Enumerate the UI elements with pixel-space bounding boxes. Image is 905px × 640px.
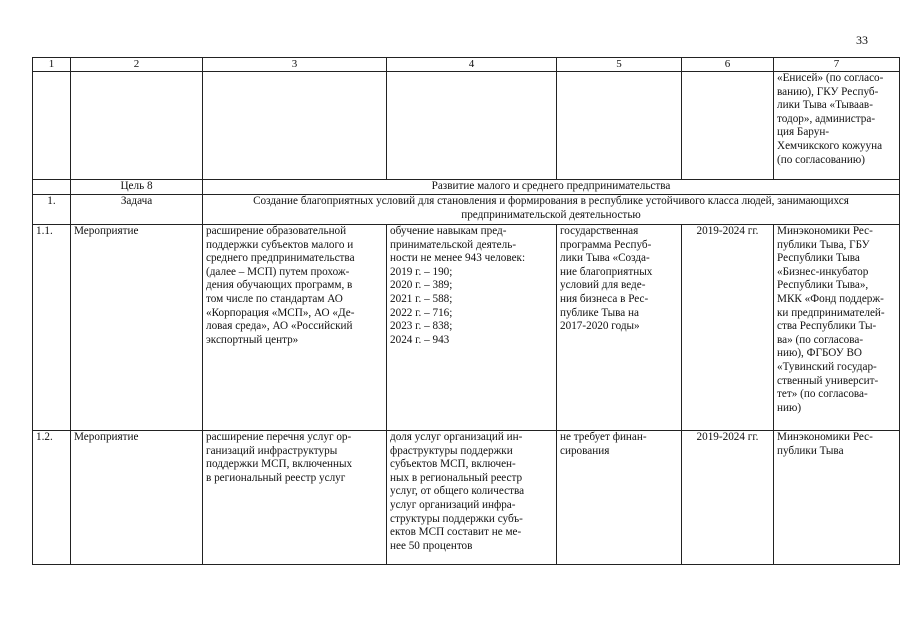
text-line: нию), ФГБОУ ВО bbox=[777, 347, 863, 360]
text-line: том числе по стандартам АО bbox=[206, 292, 343, 305]
text-line: ние благоприятных bbox=[560, 265, 653, 278]
text-line: ловая среда», АО «Российский bbox=[206, 320, 353, 333]
measure-row bbox=[33, 225, 900, 431]
text-line: ванию), ГКУ Респуб- bbox=[777, 85, 879, 98]
task-row bbox=[33, 195, 900, 225]
text-line: ки предпринимателей- bbox=[777, 306, 885, 319]
text-line: 2019 г. – 190; bbox=[390, 265, 453, 278]
text-line: Республики Тыва bbox=[777, 252, 860, 265]
text-line: 2019-2024 гг. bbox=[696, 431, 759, 443]
text-line: 2023 г. – 838; bbox=[390, 320, 453, 333]
cell-empty bbox=[387, 72, 557, 180]
text-line: доля услуг организаций ин- bbox=[390, 431, 523, 443]
text-line: дения обучающих программ, в bbox=[206, 279, 353, 292]
header-cell: 6 bbox=[682, 58, 774, 72]
text-line: услуг организаций инфра- bbox=[390, 498, 516, 511]
text-line: не требует финан- bbox=[560, 431, 647, 443]
task-text bbox=[203, 195, 900, 225]
text-line: лики Тыва «Созда- bbox=[560, 252, 650, 265]
text-line: субъектов МСП, включен- bbox=[390, 458, 516, 471]
text-line: Минэкономики Рес- bbox=[777, 225, 873, 237]
measures-table bbox=[32, 57, 900, 565]
text-line: экспортный центр» bbox=[206, 333, 299, 346]
text-line: «Корпорация «МСП», АО «Де- bbox=[206, 306, 355, 319]
task-number: 1. bbox=[33, 195, 71, 225]
text-line: Республики Тыва», bbox=[777, 279, 869, 292]
cell-empty bbox=[203, 72, 387, 180]
cell-empty bbox=[557, 72, 682, 180]
text-line: среднего предпринимательства bbox=[206, 252, 355, 265]
cell-empty bbox=[682, 72, 774, 180]
cell-measure bbox=[203, 431, 387, 565]
text-line: Хемчикского кожууна bbox=[777, 139, 883, 152]
goal-label: Цель 8 bbox=[71, 180, 203, 195]
cell-result bbox=[387, 431, 557, 565]
text-line: структуры поддержки субъ- bbox=[390, 512, 523, 525]
text-line: «Енисей» (по согласо- bbox=[777, 72, 884, 84]
text-line: обучение навыкам пред- bbox=[390, 225, 507, 237]
cell-funding bbox=[557, 431, 682, 565]
text-line: тет» (по согласова- bbox=[777, 388, 868, 401]
text-line: поддержки МСП, включенных bbox=[206, 458, 353, 471]
text-line: ности не менее 943 человек: bbox=[390, 252, 526, 265]
goal-row bbox=[33, 180, 900, 195]
header-cell: 7 bbox=[774, 58, 900, 72]
text-line: в региональный реестр услуг bbox=[206, 471, 346, 484]
goal-text: Развитие малого и среднего предпринимательства bbox=[203, 180, 900, 195]
measure-row bbox=[33, 431, 900, 565]
text-line: публики Тыва bbox=[777, 444, 844, 457]
text-line: ния бизнеса в Рес- bbox=[560, 292, 649, 305]
header-cell: 3 bbox=[203, 58, 387, 72]
text-line: программа Респуб- bbox=[560, 238, 652, 251]
text-line: (далее – МСП) путем прохож- bbox=[206, 265, 350, 278]
text-line: 2019-2024 гг. bbox=[696, 225, 759, 237]
text-line: расширение перечня услуг ор- bbox=[206, 431, 352, 443]
cell-empty bbox=[33, 180, 71, 195]
text-line: ных в региональный реестр bbox=[390, 471, 523, 484]
text-line: публики Тыва, ГБУ bbox=[777, 238, 870, 251]
header-cell: 4 bbox=[387, 58, 557, 72]
cell-result bbox=[387, 225, 557, 431]
text-line: поддержки субъектов малого и bbox=[206, 238, 354, 251]
text-line: лики Тыва «Тываав- bbox=[777, 99, 873, 112]
row-type: Мероприятие bbox=[71, 431, 203, 565]
text-line: публике Тыва на bbox=[560, 306, 639, 319]
text-line: сирования bbox=[560, 444, 610, 457]
text-line: 2022 г. – 716; bbox=[390, 306, 453, 319]
text-line: ства Республики Ты- bbox=[777, 320, 877, 333]
row-number: 1.1. bbox=[33, 225, 71, 431]
text-line: условий для веде- bbox=[560, 279, 646, 292]
text-line: 2021 г. – 588; bbox=[390, 292, 453, 305]
row-type: Мероприятие bbox=[71, 225, 203, 431]
page-number: 33 bbox=[856, 33, 868, 47]
text-line: МКК «Фонд поддерж- bbox=[777, 292, 884, 305]
text-line: принимательской деятель- bbox=[390, 238, 517, 251]
continuation-row bbox=[33, 72, 900, 180]
text-line: нее 50 процентов bbox=[390, 539, 473, 552]
cell-empty bbox=[33, 72, 71, 180]
cell-empty bbox=[71, 72, 203, 180]
text-line: ектов МСП составит не ме- bbox=[390, 526, 522, 539]
text-line: ва» (по согласова- bbox=[777, 333, 864, 346]
cell-responsible bbox=[774, 431, 900, 565]
text-line: «Тувинский государ- bbox=[777, 360, 877, 373]
cell-period bbox=[682, 431, 774, 565]
header-cell: 1 bbox=[33, 58, 71, 72]
text-line: 2020 г. – 389; bbox=[390, 279, 453, 292]
text-line: нию) bbox=[777, 401, 802, 414]
text-line: ганизаций инфраструктуры bbox=[206, 444, 338, 457]
text-line: ция Барун- bbox=[777, 126, 830, 139]
text-line: «Бизнес-инкубатор bbox=[777, 265, 869, 278]
cell-funding bbox=[557, 225, 682, 431]
cell-responsible bbox=[774, 225, 900, 431]
text-line: ственный университ- bbox=[777, 374, 879, 387]
text-line: расширение образовательной bbox=[206, 225, 347, 237]
text-line: государственная bbox=[560, 225, 639, 237]
row-number: 1.2. bbox=[33, 431, 71, 565]
header-row bbox=[33, 58, 900, 72]
task-text-content: Создание благоприятных условий для становления и формирования в республике устойчивого класса людей, занимающихся предпринимательской деятельностью bbox=[253, 195, 849, 221]
header-cell: 5 bbox=[557, 58, 682, 72]
cell-measure bbox=[203, 225, 387, 431]
text-line: 2017-2020 годы» bbox=[560, 320, 640, 333]
header-cell: 2 bbox=[71, 58, 203, 72]
text-line: фраструктуры поддержки bbox=[390, 444, 513, 457]
text-line: Минэкономики Рес- bbox=[777, 431, 873, 443]
text-line: 2024 г. – 943 bbox=[390, 333, 450, 346]
cell-responsible bbox=[774, 72, 900, 180]
cell-period bbox=[682, 225, 774, 431]
task-label: Задача bbox=[71, 195, 203, 225]
text-line: услуг, от общего количества bbox=[390, 485, 525, 498]
text-line: (по согласованию) bbox=[777, 153, 865, 166]
text-line: тодор», администра- bbox=[777, 112, 876, 125]
